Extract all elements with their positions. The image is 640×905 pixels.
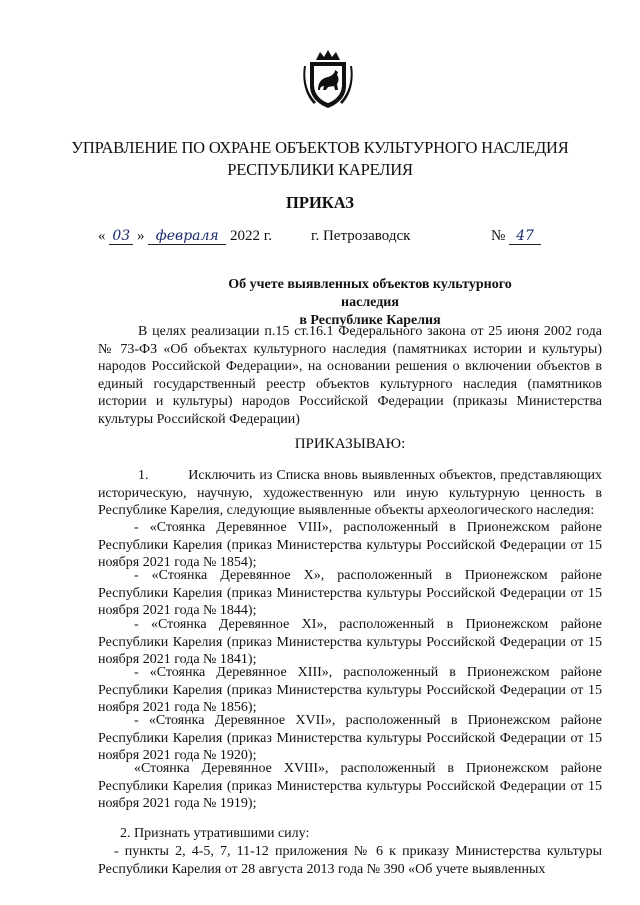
order-subject bbox=[200, 276, 540, 330]
order-number-value: 47 bbox=[509, 228, 541, 245]
item2-heading: 2. Признать утратившими силу: bbox=[120, 826, 310, 841]
preamble-paragraph: В целях реализации п.15 ст.16.1 Федерального закона от 25 июня 2002 года № 73-ФЗ «Об объектах культурного наследия (памятниках истории и культуры) народов Российской Федерации», на основании решения о включении объектов в единый государственный реестр объектов культурного наследия (памятников истории и культуры) народов Российской Федерации (приказы Министерства культуры Российской Федерации) bbox=[98, 324, 602, 427]
item1-paragraph bbox=[98, 467, 602, 520]
list-item: - «Стоянка Деревянное VIII», расположенный в Прионежском районе Республики Карелия (приказ Министерства культуры Российской Федерации от 15 ноября 2021 года № 1854); bbox=[98, 520, 602, 570]
subject-line1: Об учете выявленных объектов культурного наследия bbox=[228, 277, 512, 310]
item2-paragraph: - пункты 2, 4-5, 7, 11-12 приложения № 6 к приказу Министерства культуры Республики Карелия от 28 августа 2013 года № 390 «Об учете выявленных bbox=[98, 844, 602, 877]
organization-name-line2: РЕСПУБЛИКИ КАРЕЛИЯ bbox=[227, 160, 413, 179]
list-item: - «Стоянка Деревянное X», расположенный в Прионежском районе Республики Карелия (приказ Министерства культуры Российской Федерации от 15 ноября 2021 года № 1844); bbox=[98, 568, 602, 618]
item1-text: Исключить из Списка вновь выявленных объектов, представляющих историческую, научную, художественную или иную культурную ценность в Республике Карелия, следующие выявленные объекты археологического наследия: bbox=[98, 468, 603, 518]
order-city: г. Петрозаводск bbox=[311, 228, 411, 244]
date-close-quote: » bbox=[137, 228, 145, 244]
karelia-coat-of-arms-icon bbox=[302, 48, 354, 110]
item1-number: 1. bbox=[138, 468, 149, 483]
date-open-quote: « bbox=[98, 228, 106, 244]
date-month: февраля bbox=[148, 228, 226, 245]
list-item: - «Стоянка Деревянное XI», расположенный в Прионежском районе Республики Карелия (приказ Министерства культуры Российской Федерации от 15 ноября 2021 года № 1841); bbox=[98, 617, 602, 667]
order-number-label: № bbox=[491, 228, 506, 244]
list-item: - «Стоянка Деревянное XIII», расположенный в Прионежском районе Республики Карелия (приказ Министерства культуры Российской Федерации от 15 ноября 2021 года № 1856); bbox=[98, 665, 602, 715]
date-day: 03 bbox=[109, 228, 133, 245]
order-date bbox=[98, 228, 272, 245]
organization-name-line1: УПРАВЛЕНИЕ ПО ОХРАНЕ ОБЪЕКТОВ КУЛЬТУРНОГО НАСЛЕДИЯ bbox=[71, 138, 569, 157]
order-number bbox=[491, 228, 541, 245]
document-type-title: ПРИКАЗ bbox=[286, 193, 354, 212]
subject-line2: в Республике Карелия bbox=[299, 313, 441, 328]
date-year: 2022 г. bbox=[230, 228, 272, 244]
order-word: ПРИКАЗЫВАЮ: bbox=[294, 436, 406, 452]
list-item: - «Стоянка Деревянное XVII», расположенный в Прионежском районе Республики Карелия (приказ Министерства культуры Российской Федерации от 15 ноября 2021 года № 1920); bbox=[98, 713, 602, 763]
list-item: «Стоянка Деревянное XVIII», расположенный в Прионежском районе Республики Карелия (приказ Министерства культуры Российской Федерации от 15 ноября 2021 года № 1919); bbox=[98, 761, 602, 811]
